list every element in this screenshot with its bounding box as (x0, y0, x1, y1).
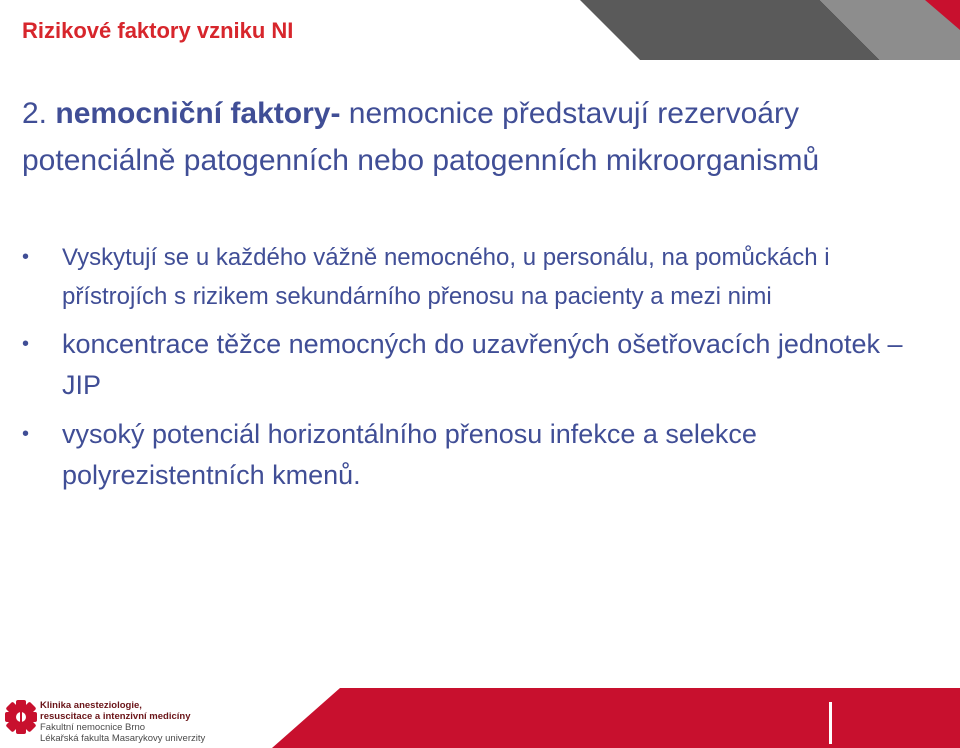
logo-line: Klinika anesteziologie, (40, 700, 142, 711)
logo-line: Lékařská fakulta Masarykovy univerzity (40, 733, 206, 744)
footer-divider (829, 702, 832, 744)
heading-number: 2. (22, 97, 48, 130)
clinic-logo-text (40, 700, 205, 744)
bullet-icon: • (22, 423, 30, 445)
clinic-logo-icon (3, 690, 39, 744)
bullet-text: Vyskytují se u každého vážně nemocného, u personálu, na pomůckách i přístrojích s rizikem sekundárního přenosu na pacienty a mezi nimi (62, 244, 830, 310)
bullet-text: vysoký potenciál horizontálního přenosu infekce a selekce polyrezistentních kmenů. (62, 419, 757, 490)
logo-line: Fakultní nemocnice Brno (40, 722, 146, 733)
bullet-text: koncentrace těžce nemocných do uzavřených ošetřovacích jednotek – JIP (62, 329, 903, 400)
heading-block (22, 90, 922, 184)
bullet-list (22, 238, 922, 504)
list-item (22, 324, 922, 406)
bullet-icon: • (22, 246, 30, 268)
heading-rest: nemocnice představují rezervoáry potenciálně patogenních nebo patogenních mikroorganismů (22, 97, 820, 177)
list-item (22, 238, 922, 316)
list-item (22, 414, 922, 496)
slide-title: Rizikové faktory vzniku NI (22, 18, 294, 43)
heading-bold: nemocniční faktory- (55, 97, 341, 130)
bullet-icon: • (22, 333, 30, 355)
logo-line: resuscitace a intenzivní medicíny (40, 711, 191, 722)
